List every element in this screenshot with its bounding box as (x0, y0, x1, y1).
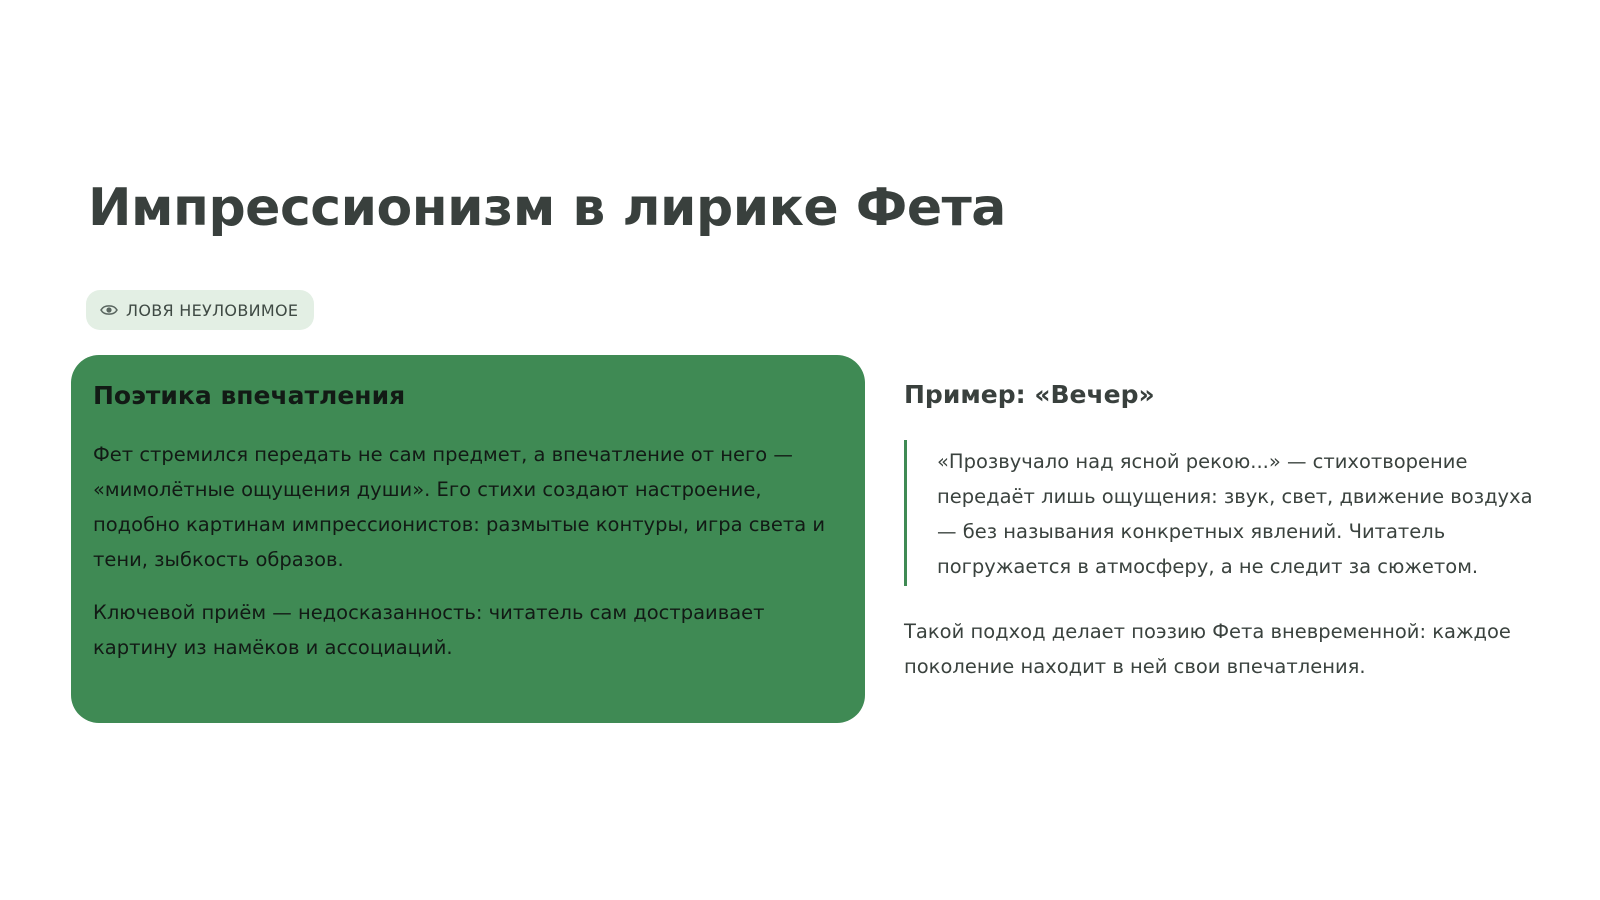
section-tag (86, 290, 314, 330)
tag-label: ЛОВЯ НЕУЛОВИМОЕ (126, 300, 299, 320)
example-section (904, 380, 1544, 684)
page-title: Импрессионизм в лирике Фета (88, 178, 1006, 238)
eye-icon (100, 301, 118, 319)
example-quote: «Прозвучало над ясной рекою...» — стихотворение передаёт лишь ощущения: звук, свет, движение воздуха — без называния конкретных явлений. Читатель погружается в атмосферу, а не следит за сюжетом. (904, 440, 1544, 586)
example-conclusion: Такой подход делает поэзию Фета вневременной: каждое поколение находит в ней свои впечатления. (904, 620, 1511, 678)
card-paragraph: Фет стремился передать не сам предмет, а впечатление от него — «мимолётные ощущения души». Его стихи создают настроение, подобно картинам импрессионистов: размытые контуры, игра света и тени, зыбкость образов. (93, 443, 826, 571)
impression-card (71, 355, 865, 723)
card-paragraph: Ключевой приём — недосказанность: читатель сам достраивает картину из намёков и ассоциаций. (93, 601, 765, 659)
example-title: Пример: «Вечер» (904, 380, 1155, 409)
card-title: Поэтика впечатления (93, 381, 406, 410)
